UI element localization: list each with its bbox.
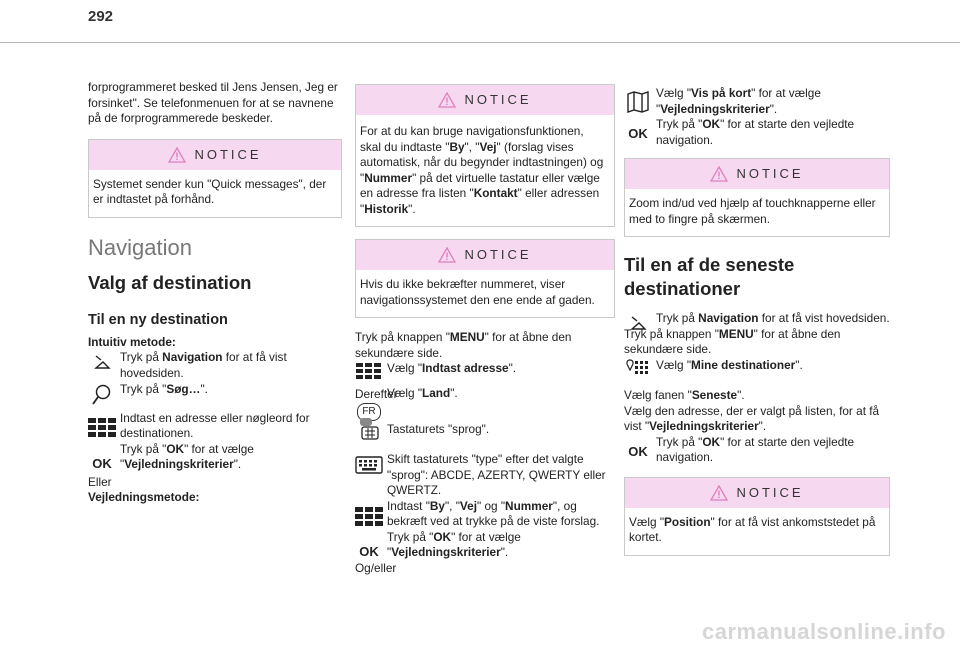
keyboard-icon [355,453,383,477]
notice-text: Systemet sender kun "Quick messages", der er indtastet på forhånd. [93,176,327,206]
navigation-icon [624,312,652,336]
ok-icon: OK [628,443,648,459]
warning-icon [438,247,456,263]
recent-tab-instruction: Vælg fanen "Seneste". [624,388,745,402]
step-my-destinations: Vælg "Mine destinationer". [624,358,890,374]
navigation-icon [88,351,116,375]
step-enter-city: Indtast "By", "Vej" og "Nummer", og bekræft ved at trykke på de viste forslag. [355,499,615,530]
ok-icon: OK [628,126,648,142]
step-country: FR Vælg "Land". [355,386,615,402]
warning-icon [710,485,728,501]
ok-icon: OK [92,455,112,471]
page-number: 292 [88,8,114,25]
notice-header [89,140,341,170]
notice-box-1 [88,139,342,218]
notice-text: Hvis du ikke bekræfter nummeret, viser navigationssystemet den ene ende af gaden. [360,277,595,307]
notice-header: NOTICE [625,478,889,508]
keyboard-grid-icon [88,416,116,440]
step-enter-address-menu: Vælg "Indtast adresse". [355,361,615,377]
notice-box-3 [355,239,615,318]
step-show-on-map: Vælg "Vis på kort" for at vælge "Vejledningskriterier". [624,86,890,117]
notice-box-5 [624,477,890,556]
column-3 [624,86,890,556]
step-ok-start: OK Tryk på "OK" for at starte den vejledte navigation. [624,117,890,148]
warning-icon [168,147,186,163]
notice-text: Zoom ind/ud ved hjælp af touchknapperne eller med to fingre på skærmen. [629,196,876,226]
then-text: Derefter [355,386,398,401]
select-address-instruction: Vælg den adresse, der er valgt på listen, for at få vist "Vejledningskriterier". [624,403,880,433]
notice-box-4 [624,158,890,237]
step-language: Tastaturets "sprog". [355,416,615,438]
map-icon [624,90,652,114]
menu-instruction: Tryk på knappen "MENU" for at åbne den sekundære side. [624,326,841,356]
step-search: Tryk på "Søg…". [88,382,342,398]
notice-text: Vælg "Position" for at få vist ankomststedet på kortet. [629,514,876,544]
keyboard-grid-icon [355,505,383,529]
destination-heading: Valg af destination [88,272,252,293]
step-enter-address: Indtast en adresse eller nøgleord for destinationen. [88,411,342,442]
menu-instruction: Tryk på knappen "MENU" for at åbne den sekundære side. [355,330,572,360]
recent-destinations-heading: Til en af de seneste destinationer [624,254,795,299]
notice-header: NOTICE [625,159,889,189]
destinations-icon [624,356,652,380]
navigation-heading: Navigation [88,234,192,260]
step-navigation: Tryk på Navigation for at få vist hovedsiden. [624,311,890,327]
intro-text: forprogrammeret besked til Jens Jensen, Jeg er forsinket". Se telefonmenuen for at se navnene på de forprogrammerede beskeder. [88,80,338,125]
new-destination-heading: Til en ny destination [88,312,228,328]
intuitive-label: Intuitiv metode: [88,334,176,349]
header-rule [0,42,960,43]
notice-header: NOTICE [356,240,614,270]
warning-icon [438,92,456,108]
keyboard-grid-icon [355,359,383,383]
guidance-method-label: Vejledningsmetode: [88,490,200,504]
ok-icon: OK [359,543,379,559]
step-keyboard-type: Skift tastaturets "type" efter det valgte "sprog": ABCDE, AZERTY, QWERTY eller QWERTZ. [355,452,615,499]
notice-title: NOTICE [194,146,262,162]
step-ok-start: OK Tryk på "OK" for at starte den vejledte navigation. [624,435,890,466]
column-1 [88,80,342,506]
notice-text: For at du kan bruge navigationsfunktionen, skal du indtaste "By", "Vej" (forslag vises automatisk, når du begynder indtastningen) og "Nummer" på det virtuelle tastatur eller vælge en adresse fra listen "Kontakt" eller adressen "Historik". [360,124,604,216]
or-text: Eller [88,474,112,489]
warning-icon [710,166,728,182]
step-navigation: Tryk på Navigation for at få vist hovedsiden. [88,350,342,381]
notice-box-2 [355,84,615,227]
notice-header: NOTICE [356,85,614,115]
search-icon [88,383,116,407]
watermark: carmanualsonline.info [702,619,946,644]
column-2 [355,84,615,576]
step-ok: OK Tryk på "OK" for at vælge "Vejledningskriterier". [88,442,342,473]
keyboard-language-icon [355,417,383,441]
country-icon: FR [355,400,383,424]
step-ok: OK Tryk på "OK" for at vælge "Vejledningskriterier". [355,530,615,561]
and-or-text: Og/eller [355,560,397,575]
